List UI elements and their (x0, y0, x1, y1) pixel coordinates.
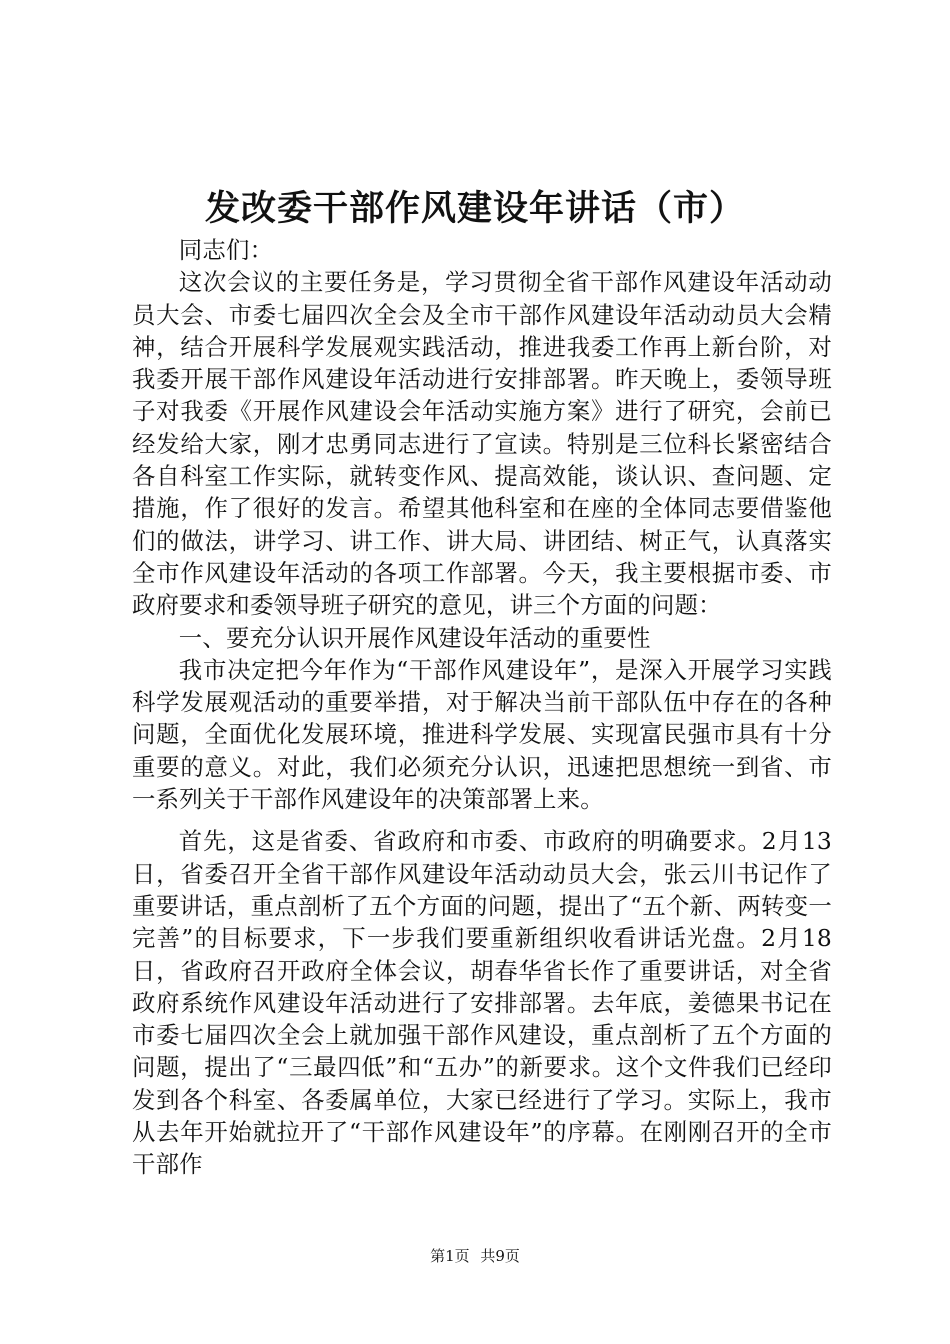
section-heading: 一、要充分认识开展作风建设年活动的重要性 (178, 623, 651, 652)
body-paragraph: 我市决定把今年作为“干部作风建设年”，是深入开展学习实践科学发展观活动的重要举措，对于解决当前干部队伍中存在的各种问题，全面优化发展环境，推进科学发展、实现富民强市具有十分重要的意义。对此，我们必须充分认识，迅速把思想统一到省、市一系列关于干部作风建设年的决策部署上来。 (132, 655, 832, 814)
page-footer (0, 1246, 950, 1266)
body-paragraph: 首先，这是省委、省政府和市委、市政府的明确要求。2月13日，省委召开全省干部作风建设年活动动员大会，张云川书记作了重要讲话，重点剖析了五个方面的问题，提出了“五个新、两转变一完善”的目标要求，下一步我们要重新组织收看讲话光盘。2月18日，省政府召开政府全体会议，胡春华省长作了重要讲话，对全省政府系统作风建设年活动进行了安排部署。去年底，姜德果书记在市委七届四次全会上就加强干部作风建设，重点剖析了五个方面的问题，提出了“三最四低”和“五办”的新要求。这个文件我们已经印发到各个科室、各委属单位，大家已经进行了学习。实际上，我市从去年开始就拉开了“干部作风建设年”的序幕。在刚刚召开的全市干部作 (132, 827, 832, 1179)
document-body (132, 234, 832, 1181)
intro-paragraph: 这次会议的主要任务是，学习贯彻全省干部作风建设年活动动员大会、市委七届四次全会及全市干部作风建设年活动动员大会精神，结合开展科学发展观实践活动，推进我委工作再上新台阶，对我委开展干部作风建设年活动进行安排部署。昨天晚上，委领导班子对我委《开展作风建设会年活动实施方案》进行了研究，会前已经发给大家，刚才忠勇同志进行了宣读。特别是三位科长紧密结合各自科室工作实际，就转变作风、提高效能，谈认识、查问题、定措施，作了很好的发言。希望其他科室和在座的全体同志要借鉴他们的做法，讲学习、讲工作、讲大局、讲团结、树正气，认真落实全市作风建设年活动的各项工作部署。今天，我主要根据市委、市政府要求和委领导班子研究的意见，讲三个方面的问题： (132, 268, 832, 620)
page-total: 共9页 (480, 1247, 520, 1265)
salutation-paragraph: 同志们： (178, 236, 274, 264)
page-number: 第1页 (430, 1247, 470, 1265)
document-title: 发改委干部作风建设年讲话（市） (204, 188, 745, 229)
